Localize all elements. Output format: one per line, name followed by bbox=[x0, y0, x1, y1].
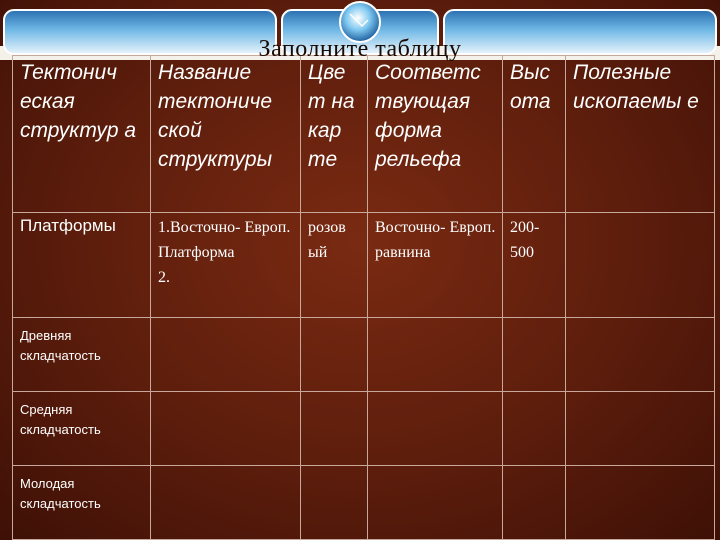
cell-relief[interactable]: Восточно- Европ. равнина bbox=[368, 213, 503, 318]
name-item: 1.Восточно- Европ. Платформа bbox=[158, 219, 291, 261]
table-row bbox=[13, 392, 715, 466]
cell-color[interactable]: розов ый bbox=[301, 213, 368, 318]
cell-name[interactable] bbox=[151, 392, 301, 466]
table-row bbox=[13, 213, 715, 318]
header-relief: Соответс твующая форма рельефа bbox=[368, 56, 503, 213]
cell-minerals[interactable] bbox=[566, 213, 715, 318]
cell-color[interactable] bbox=[301, 392, 368, 466]
cell-minerals[interactable] bbox=[566, 466, 715, 540]
header-name: Название тектониче ской структуры bbox=[151, 56, 301, 213]
cell-name[interactable] bbox=[151, 318, 301, 392]
page-title: Заполните таблицу bbox=[258, 36, 462, 62]
cell-relief[interactable] bbox=[368, 466, 503, 540]
header-structure: Тектонич еская структур а bbox=[13, 56, 151, 213]
table-row bbox=[13, 466, 715, 540]
cell-color[interactable] bbox=[301, 466, 368, 540]
cell-height[interactable] bbox=[503, 466, 566, 540]
cell-color[interactable] bbox=[301, 318, 368, 392]
cell-height[interactable] bbox=[503, 392, 566, 466]
cell-height[interactable] bbox=[503, 318, 566, 392]
header-minerals: Полезные ископаемы е bbox=[566, 56, 715, 213]
cell-structure[interactable]: Платформы bbox=[13, 213, 151, 318]
table-row bbox=[13, 318, 715, 392]
cell-relief[interactable] bbox=[368, 392, 503, 466]
cell-minerals[interactable] bbox=[566, 392, 715, 466]
cell-name[interactable] bbox=[151, 466, 301, 540]
cell-structure[interactable]: Древняя складчатость bbox=[13, 318, 151, 392]
cell-relief[interactable] bbox=[368, 318, 503, 392]
header-color: Цве т на кар те bbox=[301, 56, 368, 213]
header-row bbox=[13, 56, 715, 213]
cell-minerals[interactable] bbox=[566, 318, 715, 392]
cell-name[interactable] bbox=[151, 213, 301, 318]
header-height: Выс ота bbox=[503, 56, 566, 213]
cell-structure[interactable]: Молодая складчатость bbox=[13, 466, 151, 540]
cell-structure[interactable]: Средняя складчатость bbox=[13, 392, 151, 466]
name-item: 2. bbox=[158, 269, 170, 286]
data-table bbox=[12, 55, 715, 540]
cell-height[interactable]: 200- 500 bbox=[503, 213, 566, 318]
